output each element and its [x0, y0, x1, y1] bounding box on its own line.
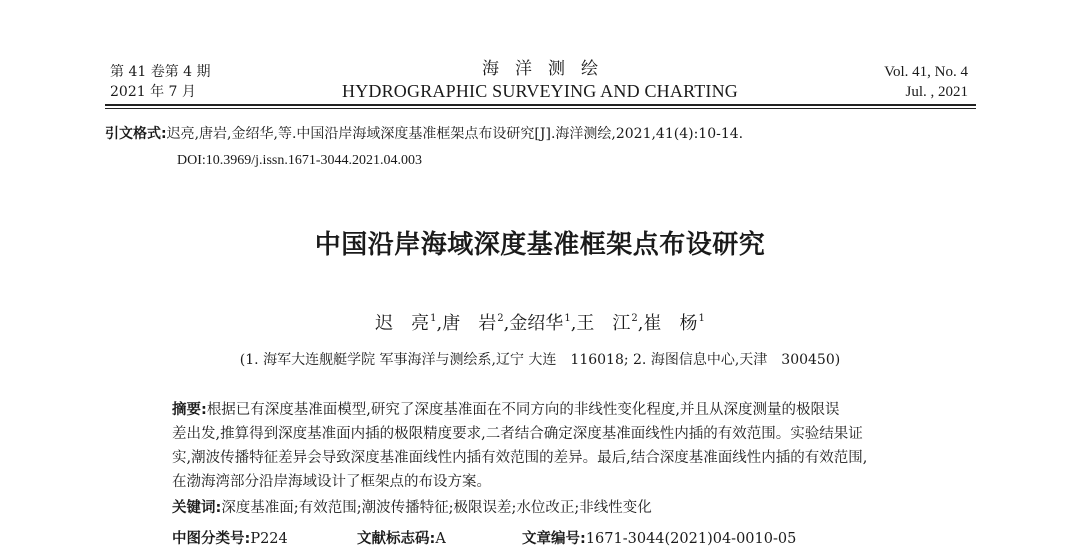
citation-label: 引文格式:: [105, 126, 167, 142]
document-code-label: 文献标志码:: [357, 531, 436, 547]
header-rule-thick: [105, 104, 976, 106]
clc-value: P224: [250, 531, 288, 547]
issue-date-en: Jul. , 2021: [905, 84, 968, 100]
document-code-value: A: [435, 531, 446, 547]
clc-label: 中图分类号:: [172, 531, 251, 547]
author: 迟 亮$^1$: [375, 313, 437, 334]
abstract-label: 摘要:: [172, 402, 207, 418]
header-rule-thin: [105, 108, 976, 109]
author: 金绍华$^1$: [509, 313, 571, 334]
author: 崔 杨$^1$: [643, 313, 705, 334]
issue-date: 2021 年 7 月: [110, 84, 196, 100]
keywords: [172, 497, 652, 519]
clc-number: [172, 528, 288, 550]
document-code: [357, 528, 446, 550]
journal-name-cn: 海洋测绘: [482, 59, 614, 79]
affiliation: (1. 海军大连舰艇学院 军事海洋与测绘系,辽宁 大连 116018; 2. 海图信息中心,天津 300450): [239, 352, 841, 368]
abstract: [172, 398, 942, 494]
issue-info-en: [884, 62, 968, 102]
keywords-label: 关键词:: [172, 500, 222, 516]
volume-issue: 第 41 卷第 4 期: [110, 64, 211, 80]
paper-title: 中国沿岸海域深度基准框架点布设研究: [314, 230, 766, 260]
citation: [105, 123, 743, 145]
article-number-value: 1671-3044(2021)04-0010-05: [585, 531, 797, 547]
abstract-line: 在渤海湾部分沿岸海域设计了框架点的布设方案。: [172, 474, 491, 490]
citation-text: 迟亮,唐岩,金绍华,等.中国沿岸海域深度基准框架点布设研究[J].海洋测绘,2021,41(4):10-14.: [166, 126, 744, 142]
abstract-line: 差出发,推算得到深度基准面内插的极限精度要求,二者结合确定深度基准面线性内插的有效范围。实验结果证: [172, 426, 863, 442]
abstract-line: 实,潮波传播特征差异会导致深度基准面线性内插有效范围的差异。最后,结合深度基准面线性内插的有效范围,: [172, 450, 868, 466]
journal-name-en: HYDROGRAPHIC SURVEYING AND CHARTING: [342, 81, 738, 101]
doi: DOI:10.3969/j.issn.1671-3044.2021.04.003: [177, 153, 422, 168]
author-list: 迟 亮$^1$,唐 岩$^2$,金绍华$^1$,王 江$^2$,崔 杨$^1$: [375, 313, 705, 334]
author: 王 江$^2$: [576, 313, 638, 334]
keywords-text: 深度基准面;有效范围;潮波传播特征;极限误差;水位改正;非线性变化: [221, 500, 652, 516]
author: 唐 岩$^2$: [442, 313, 504, 334]
article-number-label: 文章编号:: [522, 531, 586, 547]
volume-issue-en: Vol. 41, No. 4: [884, 64, 968, 80]
article-number: [522, 528, 796, 550]
abstract-line: 摘要:根据已有深度基准面模型,研究了深度基准面在不同方向的非线性变化程度,并且从深度测量的极限误: [172, 402, 840, 418]
